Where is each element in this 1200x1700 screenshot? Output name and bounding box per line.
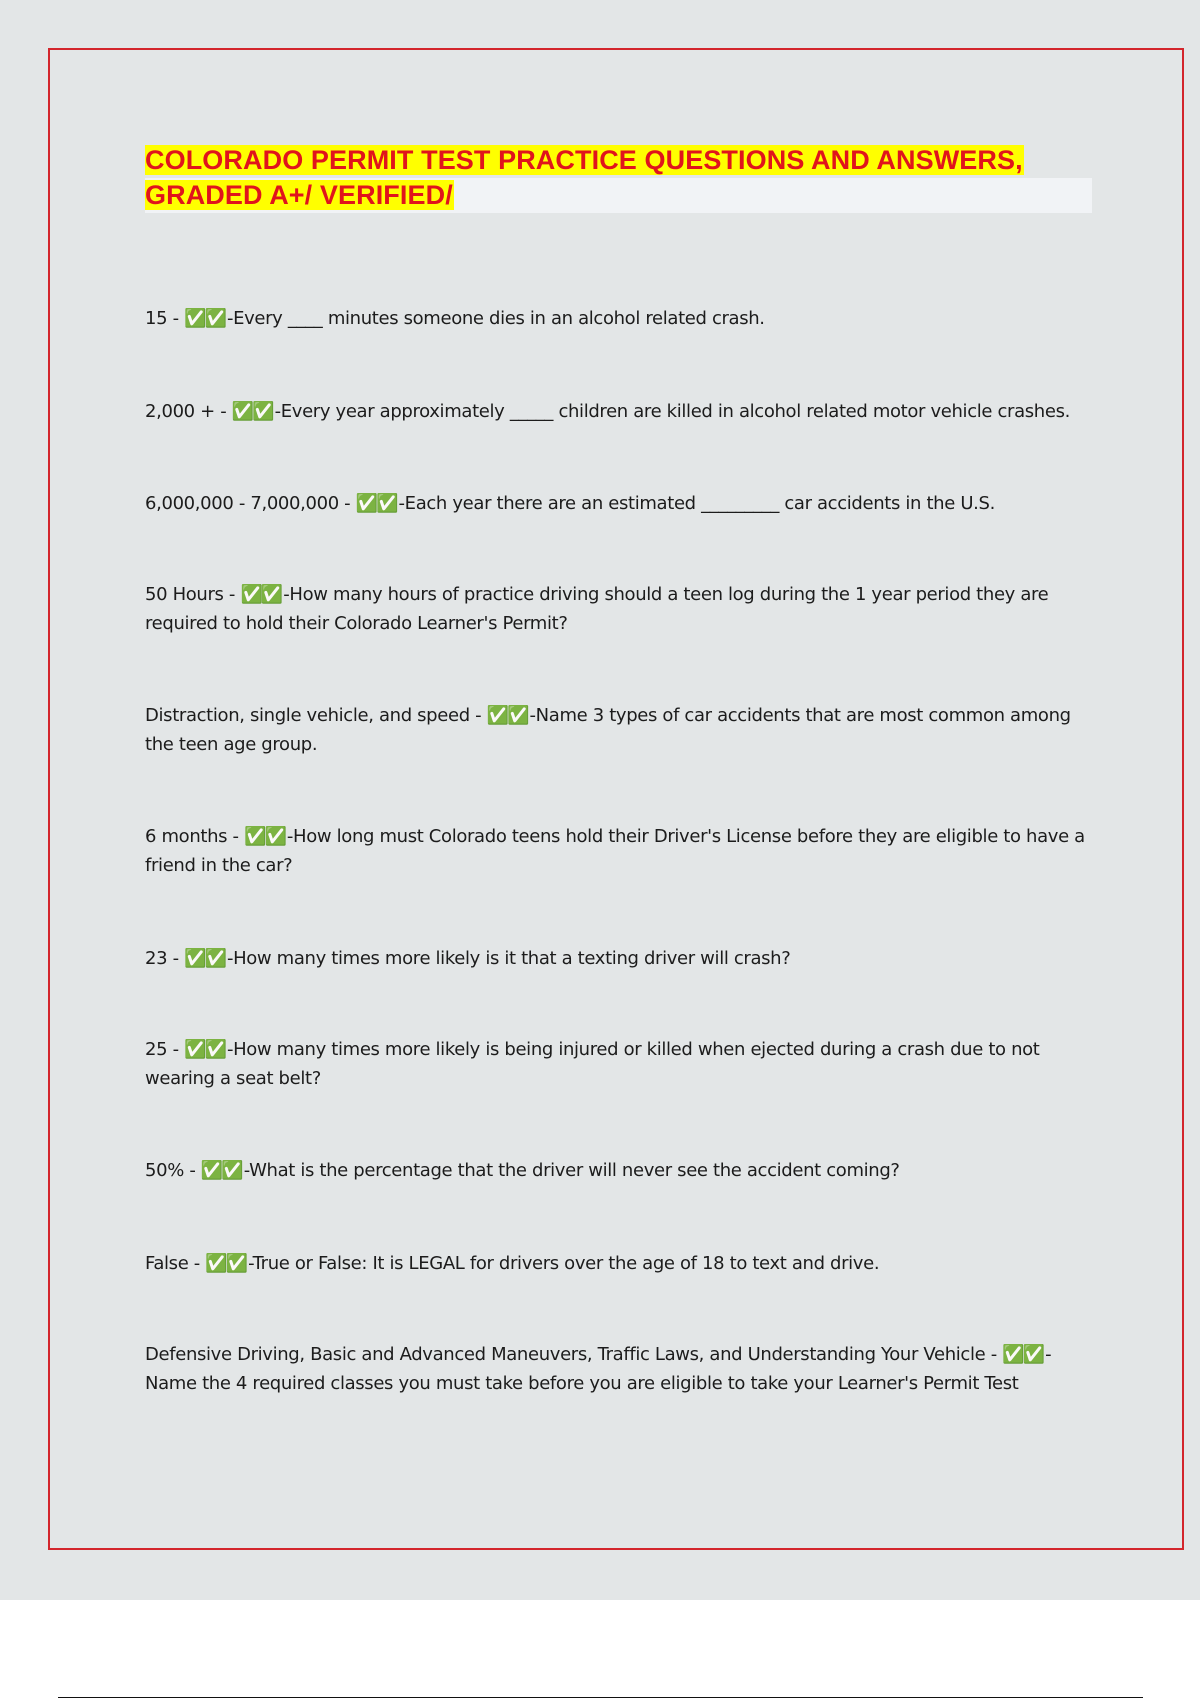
title-line-1: COLORADO PERMIT TEST PRACTICE QUESTIONS AND ANSWERS, (145, 145, 1023, 175)
qa-item-6: 6 months - ✅✅ -How long must Colorado teens hold their Driver's License before they are eligible to have a friend in the car? (145, 826, 1091, 876)
answer-text: 25 (145, 1039, 168, 1060)
question-text: -Every year approximately _____ children are killed in alcohol related motor vehicle crashes. (274, 401, 1070, 422)
qa-item-8: 25 - ✅✅ -How many times more likely is being injured or killed when ejected during a crash due to not wearing a seat belt? (145, 1039, 1045, 1089)
qa-item-4: 50 Hours - ✅✅ -How many hours of practice driving should a teen log during the 1 year period they are required to hold their Colorado Learner's Permit? (145, 584, 1054, 634)
title-line-2: GRADED A+/ VERIFIED/ (145, 178, 1092, 213)
question-text: -How many times more likely is it that a texting driver will crash? (226, 948, 791, 969)
document-title (145, 143, 1092, 213)
double-check-icon: ✅✅ (184, 1039, 225, 1060)
answer-text: Defensive Driving, Basic and Advanced Maneuvers, Traffic Laws, and Understanding Your Vehicle (145, 1344, 986, 1365)
page-border (48, 48, 1184, 1550)
qa-item-5: Distraction, single vehicle, and speed - ✅✅ -Name 3 types of car accidents that are most common among the teen age group. (145, 705, 1077, 755)
qa-item-3: 6,000,000 - 7,000,000 - ✅✅ -Each year there are an estimated _________ car accidents in the U.S. (145, 493, 995, 514)
answer-text: 2,000 + (145, 401, 215, 422)
answer-text: 50 Hours (145, 584, 224, 605)
answer-text: False (145, 1253, 189, 1274)
answer-text: 50% (145, 1160, 184, 1181)
answer-text: 6 months (145, 826, 228, 847)
double-check-icon: ✅✅ (240, 584, 282, 605)
answer-text: Distraction, single vehicle, and speed (145, 705, 470, 726)
qa-item-2: 2,000 + - ✅✅ -Every year approximately _____ children are killed in alcohol related motor vehicle crashes. (145, 401, 1070, 422)
question-text: -How long must Colorado teens hold their Driver's License before they are eligible to have a friend in the car? (145, 826, 1091, 876)
double-check-icon: ✅✅ (200, 1160, 242, 1181)
qa-item-9: 50% - ✅✅ -What is the percentage that the driver will never see the accident coming? (145, 1160, 900, 1181)
answer-text: 15 (145, 308, 168, 329)
qa-item-11: Defensive Driving, Basic and Advanced Maneuvers, Traffic Laws, and Understanding Your Vehicle - ✅✅ -Name the 4 required classes you must take before you are eligible to take your Learner's Permit Test (145, 1344, 1052, 1394)
answer-text: 6,000,000 - 7,000,000 (145, 493, 339, 514)
question-text: -Name 3 types of car accidents that are most common among the teen age group. (145, 705, 1077, 755)
qa-item-1: 15 - ✅✅ -Every ____ minutes someone dies in an alcohol related crash. (145, 308, 765, 329)
question-text: -Name the 4 required classes you must take before you are eligible to take your Learner's Permit Test (145, 1344, 1052, 1394)
qa-item-10: False - ✅✅ -True or False: It is LEGAL for drivers over the age of 18 to text and drive. (145, 1253, 880, 1274)
question-text: -How many hours of practice driving should a teen log during the 1 year period they are required to hold their Colorado Learner's Permit? (145, 584, 1054, 634)
double-check-icon: ✅✅ (231, 401, 273, 422)
footer-divider (58, 1697, 1143, 1698)
question-text: -What is the percentage that the driver will never see the accident coming? (243, 1160, 900, 1181)
double-check-icon: ✅✅ (184, 948, 225, 969)
answer-text: 23 (145, 948, 168, 969)
question-text: -Each year there are an estimated _________ car accidents in the U.S. (398, 493, 995, 514)
double-check-icon: ✅✅ (184, 308, 225, 329)
double-check-icon: ✅✅ (355, 493, 397, 514)
question-text: -Every ____ minutes someone dies in an alcohol related crash. (226, 308, 765, 329)
double-check-icon: ✅✅ (205, 1253, 247, 1274)
double-check-icon: ✅✅ (244, 826, 285, 847)
qa-item-7: 23 - ✅✅ -How many times more likely is it that a texting driver will crash? (145, 948, 791, 969)
double-check-icon: ✅✅ (486, 705, 528, 726)
double-check-icon: ✅✅ (1002, 1344, 1044, 1365)
question-text: -How many times more likely is being injured or killed when ejected during a crash due to not wearing a seat belt? (145, 1039, 1045, 1089)
question-text: -True or False: It is LEGAL for drivers over the age of 18 to text and drive. (248, 1253, 880, 1274)
